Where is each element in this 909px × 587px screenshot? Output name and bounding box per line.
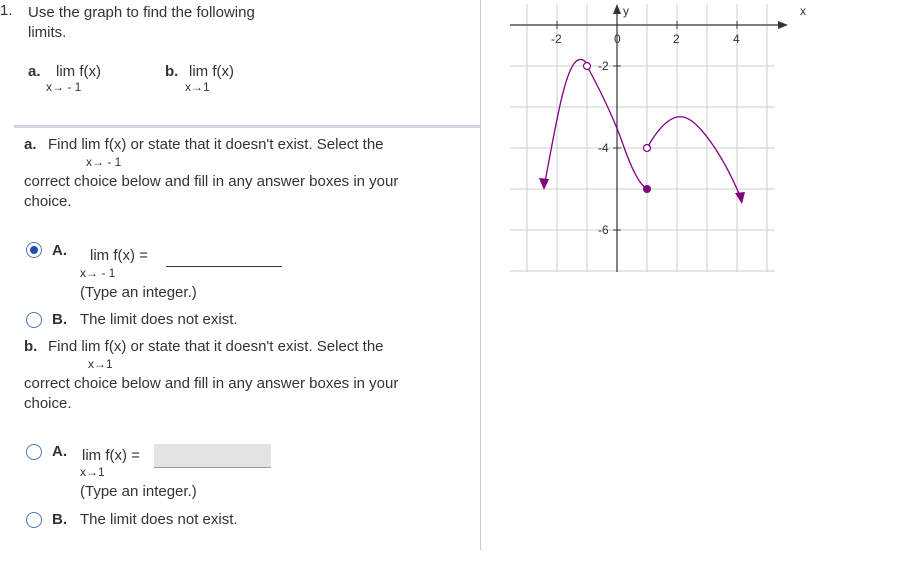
part-a-choice-a-sub: x→ - 1 [80,266,116,280]
open-point [644,145,651,152]
closed-point [643,185,651,193]
part-b-choice-b-text: The limit does not exist. [80,511,238,528]
part-b-prompt-line2: correct choice below and fill in any answer boxes in your [24,375,399,392]
part-a-prompt-sub: x→ - 1 [86,155,122,169]
part-a-choice-a-hint: (Type an integer.) [80,284,197,301]
part-b-prompt-line3: choice. [24,395,72,412]
curve-right-piece [647,117,740,196]
y-tick-label: -6 [598,223,609,237]
part-b-choice-a-hint: (Type an integer.) [80,483,197,500]
part-a-label: a. [24,136,37,153]
y-axis-arrow [613,4,621,14]
curve-left-arrow [539,178,549,190]
y-tick-label: -4 [598,141,609,155]
x-axis-arrow [778,21,788,29]
y-tick-label: -2 [598,59,609,73]
y-axis-label: y [623,4,629,18]
part-b-choice-a-sub: x→1 [80,465,105,479]
part-a-prompt: Find lim f(x) or state that it doesn't exist. Select the [48,136,384,153]
summary-a-sub: x→ - 1 [46,80,82,94]
x-tick-label: 2 [673,32,680,46]
part-a-choice-b-label: B. [52,311,67,328]
part-a-prompt-line3: choice. [24,193,72,210]
x-tick-label: 4 [733,32,740,46]
part-b-prompt: Find lim f(x) or state that it doesn't exist. Select the [48,338,384,355]
part-b-choice-a-label: A. [52,443,67,460]
part-b-choice-a-expr: lim f(x) = [82,447,140,464]
part-a-prompt-line2: correct choice below and fill in any answer boxes in your [24,173,399,190]
part-b-choice-b-label: B. [52,511,67,528]
part-a-choice-a-label: A. [52,242,67,259]
summary-a-expr: lim f(x) [56,63,101,80]
question-number: 1. [0,2,13,19]
summary-b-expr: lim f(x) [189,63,234,80]
summary-b-sub: x→1 [185,80,210,94]
summary-b-label: b. [165,63,179,80]
part-a-choice-a-expr: lim f(x) = [90,247,148,264]
intro-line-2: limits. [28,24,67,41]
part-b-label: b. [24,338,38,355]
summary-a-label: a. [28,63,41,80]
x-tick-label: -2 [551,32,562,46]
part-a-choice-b-text: The limit does not exist. [80,311,238,328]
intro-line-1: Use the graph to find the following [28,4,255,21]
curve-left-piece [545,60,587,182]
open-point [584,63,591,70]
part-b-prompt-sub: x→1 [88,357,113,371]
x-axis-label: x [800,4,806,18]
x-tick-label: 0 [614,32,621,46]
